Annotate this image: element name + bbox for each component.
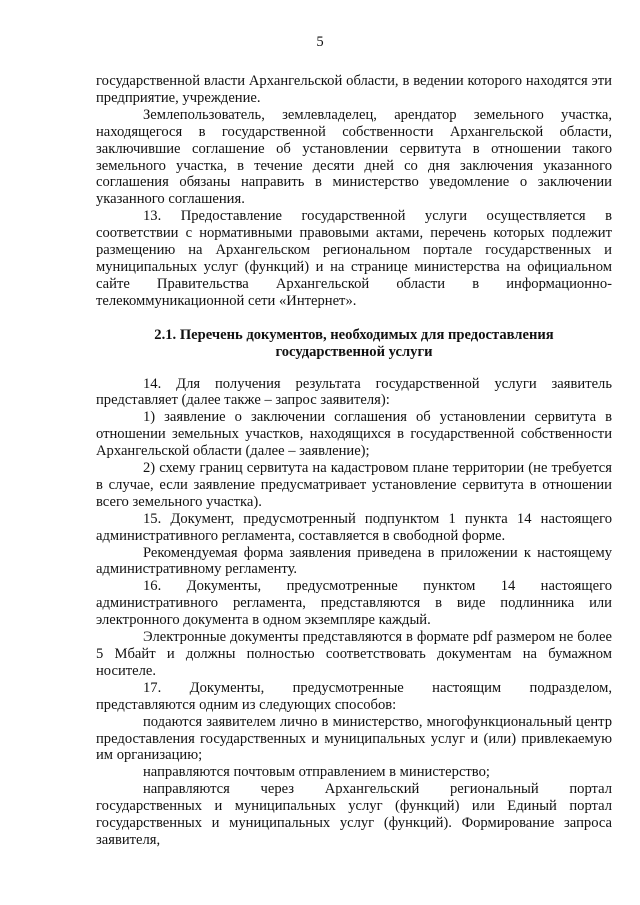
list-item: направляются через Архангельский региональный портал государственных и муниципальных услуг (функций) или Единый портал государственных и муниципальных услуг (функций). Формирование запроса заявителя, [96, 781, 612, 848]
page-number: 5 [316, 34, 324, 50]
paragraph: 16. Документы, предусмотренные пунктом 14 настоящего административного регламента, представляются в виде подлинника или электронного документа в одном экземпляре каждый. [96, 578, 612, 629]
paragraph: Рекомендуемая форма заявления приведена в приложении к настоящему административному регламенту. [96, 544, 612, 578]
paragraph: 14. Для получения результата государственной услуги заявитель представляет (далее также – запрос заявителя): [96, 375, 612, 409]
paragraph: Электронные документы представляются в формате pdf размером не более 5 Мбайт и должны полностью соответствовать документам на бумажном носителе. [96, 629, 612, 679]
paragraph: государственной власти Архангельской области, в ведении которого находятся эти предприятие, учреждение. [96, 73, 612, 106]
list-item: направляются почтовым отправлением в министерство; [143, 764, 490, 781]
paragraph: 17. Документы, предусмотренные настоящим подразделом, представляются одним из следующих способов: [96, 679, 612, 713]
paragraph: Землепользователь, землевладелец, арендатор земельного участка, находящегося в государственной собственности Архангельской области, заключившие соглашение об установлении сервитута в отношении такого земельного участка, в течение десяти дней со дня заключения указанного соглашения обязаны направить в министерство уведомление о заключении указанного соглашения. [96, 106, 612, 208]
list-item: подаются заявителем лично в министерство, многофункциональный центр предоставления государственных и муниципальных услуг и (или) привлекаемую им организацию; [96, 713, 612, 764]
paragraph: 15. Документ, предусмотренный подпунктом 1 пункта 14 настоящего административного регламента, составляется в свободной форме. [96, 510, 612, 544]
list-item: 1) заявление о заключении соглашения об установлении сервитута в отношении земельных участков, находящихся в государственной собственности Архангельской области (далее – заявление); [96, 409, 612, 460]
document-body [96, 73, 612, 849]
section-heading: 2.1. Перечень документов, необходимых для предоставления государственной услуги [154, 326, 554, 360]
list-item: 2) схему границ сервитута на кадастровом плане территории (не требуется в случае, если заявление предусматривает установление сервитута в отношении всего земельного участка). [96, 460, 612, 510]
paragraph: 13. Предоставление государственной услуги осуществляется в соответствии с нормативными правовыми актами, перечень которых подлежит размещению на Архангельском региональном портале государственных и муниципальных услуг (функций) и на странице министерства на официальном сайте Правительства Архангельской области в информационно-телекоммуникационной сети «Интернет». [96, 208, 612, 309]
